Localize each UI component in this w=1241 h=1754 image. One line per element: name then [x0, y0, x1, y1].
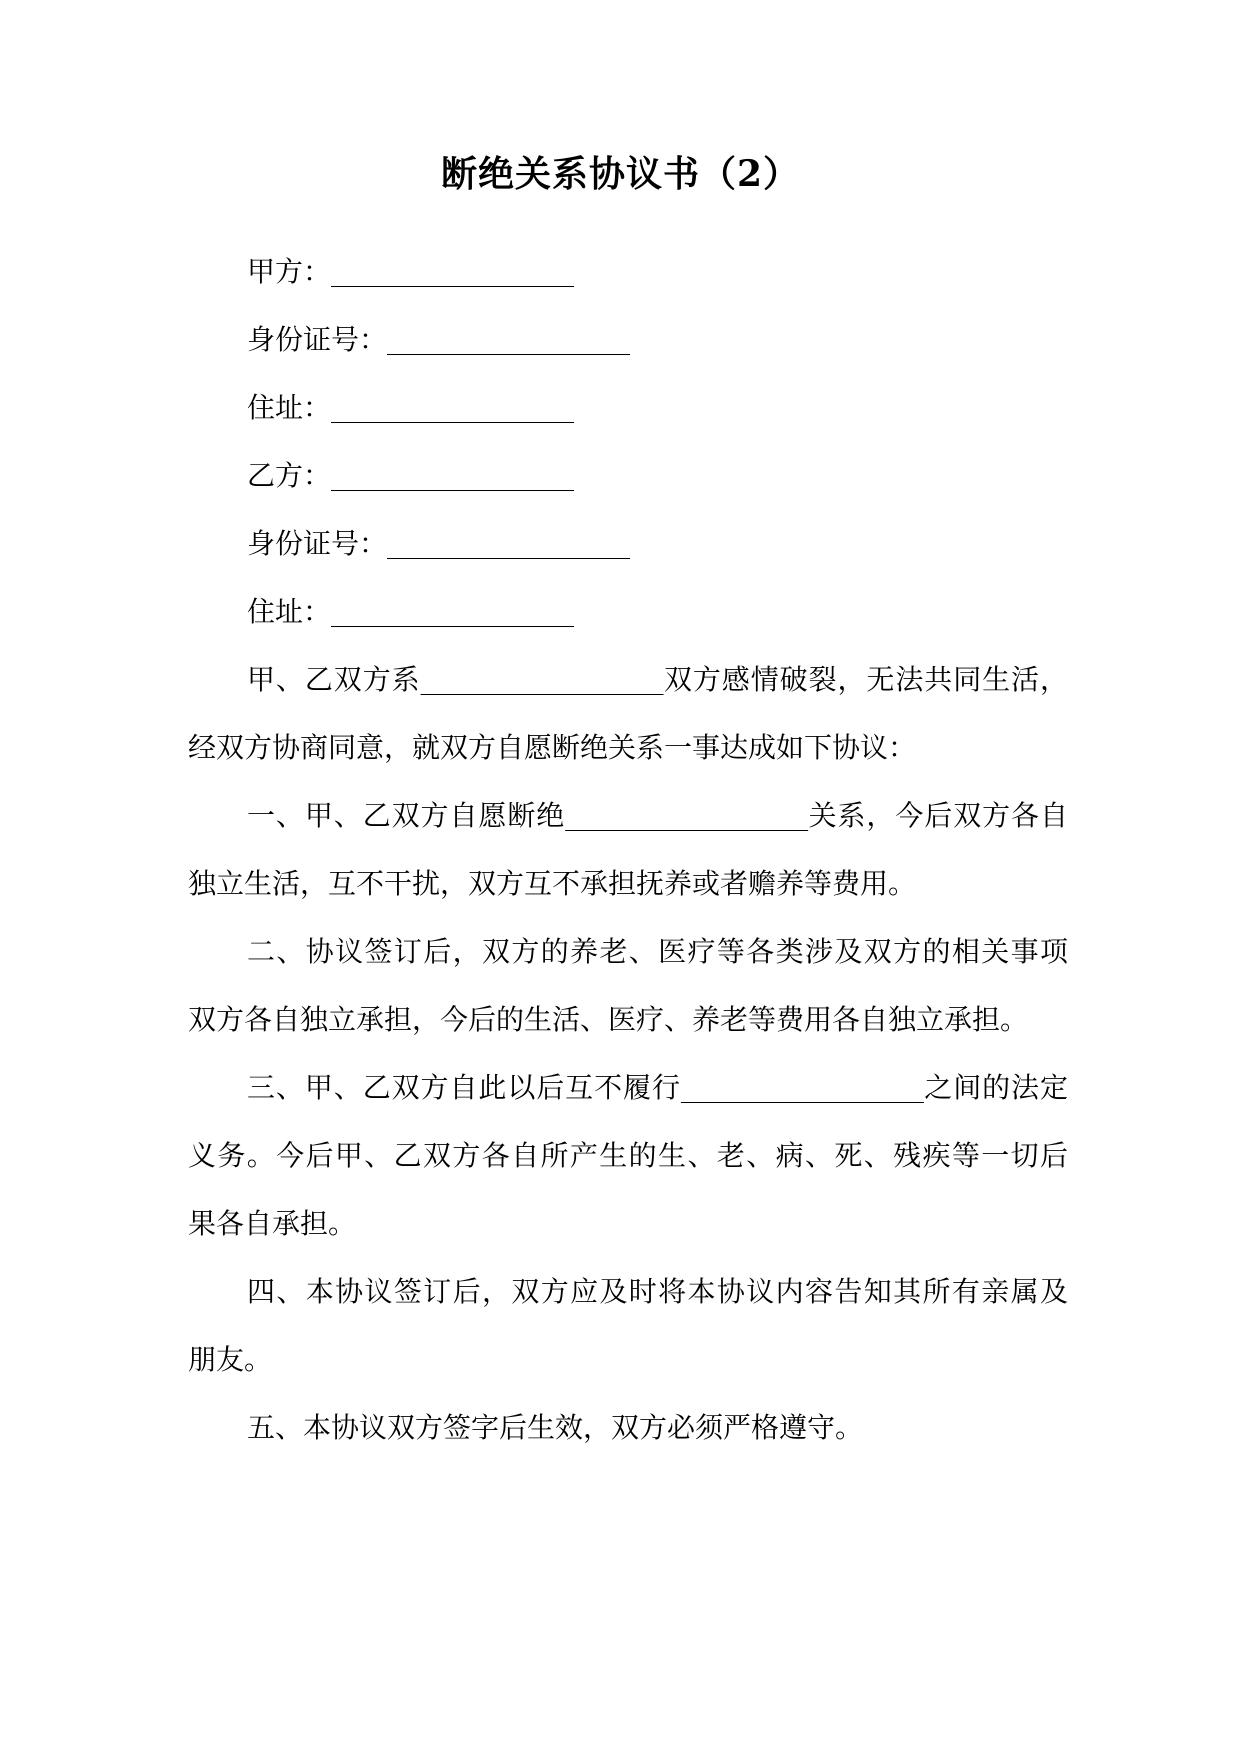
- party-b-name-field: [247, 456, 1068, 497]
- preamble-line-2: 经双方协商同意，就双方自愿断绝关系一事达成如下协议：: [188, 731, 917, 764]
- document-title: 断绝关系协议书（2）: [440, 153, 801, 195]
- clause-2-line-2: 双方各自独立承担，今后的生活、医疗、养老等费用各自独立承担。: [188, 1003, 1029, 1036]
- fill-in-blank: ________________: [331, 462, 574, 492]
- fill-in-blank: ________________: [387, 530, 630, 560]
- fill-in-blank: ________________: [387, 326, 630, 356]
- fill-in-blank: ________________: [420, 666, 664, 696]
- fill-in-blank: ________________: [331, 258, 574, 288]
- preamble-line-1: [247, 660, 1068, 701]
- field-label: 身份证号：: [247, 323, 388, 356]
- party-a-id-field: [247, 320, 1068, 361]
- field-label: 住址：: [247, 391, 332, 424]
- field-label: 乙方：: [247, 459, 332, 492]
- clause-text: 关系，今后双方各自: [807, 799, 1068, 832]
- party-b-id-field: [247, 524, 1068, 565]
- fill-in-blank: ________________: [331, 394, 574, 424]
- clause-4-line-2: 朋友。: [188, 1343, 273, 1376]
- clause-3-line-2: 义务。今后甲、乙双方各自所产生的生、老、病、死、残疾等一切后: [188, 1139, 1068, 1172]
- clause-1-line-1: [247, 796, 1068, 837]
- field-label: 身份证号：: [247, 527, 388, 560]
- preamble-text: 双方感情破裂，无法共同生活，: [663, 663, 1068, 696]
- clause-text: 之间的法定: [923, 1071, 1068, 1104]
- clause-3-line-3: 果各自承担。: [188, 1207, 357, 1240]
- fill-in-blank: ________________: [565, 802, 808, 832]
- clause-text: 一、甲、乙双方自愿断绝: [247, 799, 566, 832]
- fill-in-blank: ________________: [680, 1074, 924, 1104]
- clause-1-line-2: 独立生活，互不干扰，双方互不承担抚养或者赡养等费用。: [188, 867, 917, 900]
- clause-text: 三、甲、乙双方自此以后互不履行: [247, 1071, 681, 1104]
- preamble-text: 甲、乙双方系: [247, 663, 421, 696]
- clause-3-line-1: [247, 1068, 1068, 1109]
- party-a-address-field: [247, 388, 1068, 429]
- clause-2-line-1: 二、协议签订后，双方的养老、医疗等各类涉及双方的相关事项: [247, 935, 1068, 968]
- field-label: 甲方：: [247, 255, 332, 288]
- field-label: 住址：: [247, 595, 332, 628]
- party-b-address-field: [247, 592, 1068, 633]
- party-a-name-field: [247, 252, 1068, 293]
- clause-5-line-1: 五、本协议双方签字后生效，双方必须严格遵守。: [247, 1411, 864, 1444]
- clause-4-line-1: 四、本协议签订后，双方应及时将本协议内容告知其所有亲属及: [247, 1275, 1068, 1308]
- fill-in-blank: ________________: [331, 598, 574, 628]
